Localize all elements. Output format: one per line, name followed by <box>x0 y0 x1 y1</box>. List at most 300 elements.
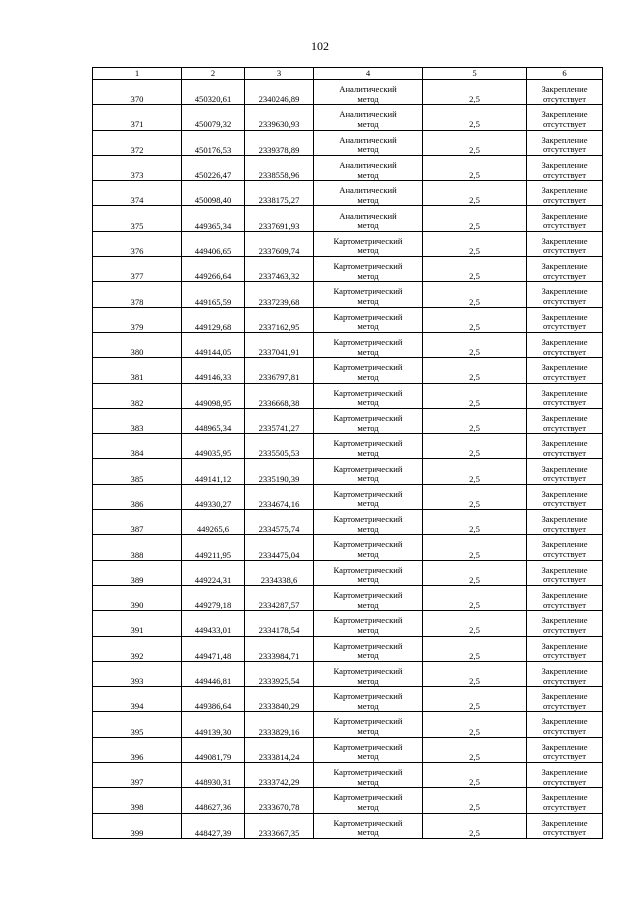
fixation-cell <box>527 611 603 636</box>
method-cell <box>314 763 423 788</box>
fixation-line: Закрепление <box>541 741 588 752</box>
x-coordinate-cell: 449165,59 <box>182 282 245 307</box>
method-line: метод <box>357 447 379 458</box>
accuracy-cell: 2,5 <box>423 661 527 686</box>
point-number-cell: 387 <box>93 510 182 535</box>
y-coordinate-cell: 2333840,29 <box>245 687 314 712</box>
table-body <box>93 80 603 839</box>
method-line: Аналитический <box>339 210 397 221</box>
fixation-cell <box>527 80 603 105</box>
x-coordinate-cell: 449433,01 <box>182 611 245 636</box>
y-coordinate-cell: 2337691,93 <box>245 206 314 231</box>
x-coordinate-cell: 450098,40 <box>182 181 245 206</box>
method-line: метод <box>357 801 379 812</box>
table-row <box>93 231 603 256</box>
y-coordinate-cell: 2334178,54 <box>245 611 314 636</box>
method-line: метод <box>357 549 379 560</box>
accuracy-cell: 2,5 <box>423 307 527 332</box>
x-coordinate-cell: 448427,39 <box>182 813 245 838</box>
column-header-2: 2 <box>182 68 245 80</box>
point-number-cell: 394 <box>93 687 182 712</box>
y-coordinate-cell: 2338558,96 <box>245 155 314 180</box>
method-cell <box>314 813 423 838</box>
method-line: метод <box>357 422 379 433</box>
column-header-3: 3 <box>245 68 314 80</box>
header-row <box>93 68 603 80</box>
accuracy-cell: 2,5 <box>423 535 527 560</box>
table-row <box>93 307 603 332</box>
x-coordinate-cell: 449386,64 <box>182 687 245 712</box>
fixation-cell <box>527 257 603 282</box>
fixation-line: Закрепление <box>541 539 588 550</box>
fixation-line: Закрепление <box>541 665 588 676</box>
y-coordinate-cell: 2335505,53 <box>245 434 314 459</box>
accuracy-cell: 2,5 <box>423 510 527 535</box>
point-number-cell: 379 <box>93 307 182 332</box>
table-header <box>93 68 603 80</box>
fixation-line: отсутствует <box>543 827 586 838</box>
method-line: метод <box>357 93 379 104</box>
x-coordinate-cell: 449211,95 <box>182 535 245 560</box>
fixation-line: Закрепление <box>541 362 588 373</box>
method-line: метод <box>357 498 379 509</box>
fixation-line: Закрепление <box>541 767 588 778</box>
method-cell <box>314 661 423 686</box>
point-number-cell: 370 <box>93 80 182 105</box>
method-line: Аналитический <box>339 185 397 196</box>
x-coordinate-cell: 449144,05 <box>182 332 245 357</box>
method-line: метод <box>357 624 379 635</box>
accuracy-cell: 2,5 <box>423 560 527 585</box>
point-number-cell: 376 <box>93 231 182 256</box>
table-row <box>93 813 603 838</box>
table-row <box>93 788 603 813</box>
method-cell <box>314 737 423 762</box>
table-row <box>93 459 603 484</box>
x-coordinate-cell: 449365,34 <box>182 206 245 231</box>
table-row <box>93 510 603 535</box>
method-line: метод <box>357 700 379 711</box>
fixation-line: Закрепление <box>541 235 588 246</box>
fixation-line: Закрепление <box>541 261 588 272</box>
fixation-cell <box>527 434 603 459</box>
method-cell <box>314 459 423 484</box>
coordinates-table <box>92 67 603 839</box>
method-line: метод <box>357 296 379 307</box>
y-coordinate-cell: 2340246,89 <box>245 80 314 105</box>
x-coordinate-cell: 449139,30 <box>182 712 245 737</box>
method-cell <box>314 80 423 105</box>
table-row <box>93 661 603 686</box>
y-coordinate-cell: 2337239,68 <box>245 282 314 307</box>
method-line: метод <box>357 346 379 357</box>
accuracy-cell: 2,5 <box>423 155 527 180</box>
fixation-line: отсутствует <box>543 144 586 155</box>
fixation-cell <box>527 383 603 408</box>
method-cell <box>314 535 423 560</box>
method-cell <box>314 788 423 813</box>
point-number-cell: 397 <box>93 763 182 788</box>
fixation-cell <box>527 155 603 180</box>
fixation-cell <box>527 459 603 484</box>
method-line: Картометрический <box>333 337 403 348</box>
accuracy-cell: 2,5 <box>423 636 527 661</box>
fixation-line: отсутствует <box>543 624 586 635</box>
y-coordinate-cell: 2333670,78 <box>245 788 314 813</box>
method-cell <box>314 307 423 332</box>
accuracy-cell: 2,5 <box>423 130 527 155</box>
accuracy-cell: 2,5 <box>423 434 527 459</box>
table-row <box>93 358 603 383</box>
fixation-line: Закрепление <box>541 286 588 297</box>
table-row <box>93 636 603 661</box>
point-number-cell: 372 <box>93 130 182 155</box>
method-cell <box>314 484 423 509</box>
accuracy-cell: 2,5 <box>423 383 527 408</box>
x-coordinate-cell: 449098,95 <box>182 383 245 408</box>
fixation-line: отсутствует <box>543 346 586 357</box>
method-line: Картометрический <box>333 716 403 727</box>
method-line: Картометрический <box>333 589 403 600</box>
fixation-line: отсутствует <box>543 422 586 433</box>
point-number-cell: 395 <box>93 712 182 737</box>
y-coordinate-cell: 2337609,74 <box>245 231 314 256</box>
x-coordinate-cell: 450226,47 <box>182 155 245 180</box>
fixation-line: отсутствует <box>543 776 586 787</box>
accuracy-cell: 2,5 <box>423 257 527 282</box>
fixation-cell <box>527 687 603 712</box>
y-coordinate-cell: 2337162,95 <box>245 307 314 332</box>
y-coordinate-cell: 2336797,81 <box>245 358 314 383</box>
y-coordinate-cell: 2333925,54 <box>245 661 314 686</box>
method-line: метод <box>357 371 379 382</box>
table-row <box>93 585 603 610</box>
method-line: Картометрический <box>333 691 403 702</box>
x-coordinate-cell: 450176,53 <box>182 130 245 155</box>
x-coordinate-cell: 449224,31 <box>182 560 245 585</box>
fixation-line: Закрепление <box>541 311 588 322</box>
method-line: Аналитический <box>339 134 397 145</box>
method-line: метод <box>357 473 379 484</box>
method-cell <box>314 687 423 712</box>
point-number-cell: 391 <box>93 611 182 636</box>
method-line: метод <box>357 118 379 129</box>
method-line: Картометрический <box>333 286 403 297</box>
accuracy-cell: 2,5 <box>423 712 527 737</box>
y-coordinate-cell: 2337041,91 <box>245 332 314 357</box>
fixation-cell <box>527 813 603 838</box>
fixation-line: Закрепление <box>541 463 588 474</box>
x-coordinate-cell: 450320,61 <box>182 80 245 105</box>
method-line: Картометрический <box>333 792 403 803</box>
accuracy-cell: 2,5 <box>423 687 527 712</box>
point-number-cell: 382 <box>93 383 182 408</box>
method-cell <box>314 155 423 180</box>
method-line: Картометрический <box>333 488 403 499</box>
point-number-cell: 374 <box>93 181 182 206</box>
fixation-line: Закрепление <box>541 109 588 120</box>
y-coordinate-cell: 2335741,27 <box>245 408 314 433</box>
fixation-cell <box>527 560 603 585</box>
table-row <box>93 155 603 180</box>
x-coordinate-cell: 449035,95 <box>182 434 245 459</box>
method-cell <box>314 383 423 408</box>
method-line: Картометрический <box>333 767 403 778</box>
table-row <box>93 206 603 231</box>
y-coordinate-cell: 2336668,38 <box>245 383 314 408</box>
table-row <box>93 332 603 357</box>
fixation-cell <box>527 105 603 130</box>
fixation-line: отсутствует <box>543 321 586 332</box>
y-coordinate-cell: 2334338,6 <box>245 560 314 585</box>
accuracy-cell: 2,5 <box>423 408 527 433</box>
fixation-line: отсутствует <box>543 801 586 812</box>
method-line: Картометрический <box>333 514 403 525</box>
fixation-cell <box>527 206 603 231</box>
table-row <box>93 737 603 762</box>
x-coordinate-cell: 449330,27 <box>182 484 245 509</box>
point-number-cell: 386 <box>93 484 182 509</box>
x-coordinate-cell: 449279,18 <box>182 585 245 610</box>
method-line: метод <box>357 270 379 281</box>
fixation-cell <box>527 231 603 256</box>
x-coordinate-cell: 448627,36 <box>182 788 245 813</box>
fixation-line: отсутствует <box>543 220 586 231</box>
method-line: метод <box>357 650 379 661</box>
fixation-line: отсутствует <box>543 700 586 711</box>
accuracy-cell: 2,5 <box>423 788 527 813</box>
fixation-line: Закрепление <box>541 84 588 95</box>
fixation-cell <box>527 636 603 661</box>
x-coordinate-cell: 449129,68 <box>182 307 245 332</box>
fixation-cell <box>527 358 603 383</box>
method-line: Картометрический <box>333 387 403 398</box>
table-row <box>93 484 603 509</box>
fixation-line: Закрепление <box>541 412 588 423</box>
fixation-line: отсутствует <box>543 371 586 382</box>
method-cell <box>314 257 423 282</box>
fixation-line: Закрепление <box>541 564 588 575</box>
method-line: метод <box>357 574 379 585</box>
method-line: метод <box>357 523 379 534</box>
point-number-cell: 399 <box>93 813 182 838</box>
point-number-cell: 392 <box>93 636 182 661</box>
method-line: Картометрический <box>333 261 403 272</box>
fixation-line: отсутствует <box>543 751 586 762</box>
method-line: Аналитический <box>339 159 397 170</box>
method-line: Картометрический <box>333 463 403 474</box>
table-row <box>93 181 603 206</box>
fixation-cell <box>527 484 603 509</box>
y-coordinate-cell: 2335190,39 <box>245 459 314 484</box>
fixation-line: отсутствует <box>543 599 586 610</box>
method-cell <box>314 181 423 206</box>
method-cell <box>314 560 423 585</box>
fixation-cell <box>527 181 603 206</box>
fixation-line: отсутствует <box>543 296 586 307</box>
fixation-line: отсутствует <box>543 270 586 281</box>
method-line: метод <box>357 675 379 686</box>
fixation-line: Закрепление <box>541 488 588 499</box>
point-number-cell: 375 <box>93 206 182 231</box>
fixation-cell <box>527 408 603 433</box>
fixation-line: отсутствует <box>543 397 586 408</box>
y-coordinate-cell: 2333742,29 <box>245 763 314 788</box>
method-line: метод <box>357 144 379 155</box>
fixation-cell <box>527 307 603 332</box>
x-coordinate-cell: 449141,12 <box>182 459 245 484</box>
accuracy-cell: 2,5 <box>423 611 527 636</box>
method-cell <box>314 636 423 661</box>
method-line: метод <box>357 397 379 408</box>
method-line: Картометрический <box>333 311 403 322</box>
method-line: Картометрический <box>333 539 403 550</box>
fixation-cell <box>527 661 603 686</box>
accuracy-cell: 2,5 <box>423 763 527 788</box>
fixation-line: Закрепление <box>541 640 588 651</box>
y-coordinate-cell: 2333984,71 <box>245 636 314 661</box>
fixation-cell <box>527 535 603 560</box>
accuracy-cell: 2,5 <box>423 459 527 484</box>
method-line: метод <box>357 599 379 610</box>
accuracy-cell: 2,5 <box>423 181 527 206</box>
column-header-6: 6 <box>527 68 603 80</box>
method-line: Картометрический <box>333 665 403 676</box>
column-header-5: 5 <box>423 68 527 80</box>
x-coordinate-cell: 450079,32 <box>182 105 245 130</box>
fixation-line: отсутствует <box>543 245 586 256</box>
accuracy-cell: 2,5 <box>423 358 527 383</box>
method-cell <box>314 206 423 231</box>
table-row <box>93 130 603 155</box>
method-cell <box>314 105 423 130</box>
method-line: Картометрический <box>333 615 403 626</box>
fixation-line: Закрепление <box>541 691 588 702</box>
table-row <box>93 560 603 585</box>
y-coordinate-cell: 2333829,16 <box>245 712 314 737</box>
fixation-line: Закрепление <box>541 387 588 398</box>
method-line: метод <box>357 321 379 332</box>
method-line: метод <box>357 220 379 231</box>
method-line: Картометрический <box>333 438 403 449</box>
fixation-line: отсутствует <box>543 498 586 509</box>
method-line: метод <box>357 827 379 838</box>
fixation-line: Закрепление <box>541 514 588 525</box>
point-number-cell: 389 <box>93 560 182 585</box>
point-number-cell: 398 <box>93 788 182 813</box>
accuracy-cell: 2,5 <box>423 80 527 105</box>
method-line: Аналитический <box>339 84 397 95</box>
table-row <box>93 687 603 712</box>
fixation-line: Закрепление <box>541 134 588 145</box>
method-line: Картометрический <box>333 741 403 752</box>
method-cell <box>314 231 423 256</box>
accuracy-cell: 2,5 <box>423 585 527 610</box>
point-number-cell: 385 <box>93 459 182 484</box>
column-header-4: 4 <box>314 68 423 80</box>
accuracy-cell: 2,5 <box>423 206 527 231</box>
method-cell <box>314 282 423 307</box>
point-number-cell: 378 <box>93 282 182 307</box>
table-row <box>93 434 603 459</box>
fixation-line: Закрепление <box>541 210 588 221</box>
table-row <box>93 712 603 737</box>
method-cell <box>314 611 423 636</box>
fixation-line: Закрепление <box>541 159 588 170</box>
y-coordinate-cell: 2334674,16 <box>245 484 314 509</box>
x-coordinate-cell: 449446,81 <box>182 661 245 686</box>
accuracy-cell: 2,5 <box>423 231 527 256</box>
fixation-line: отсутствует <box>543 473 586 484</box>
fixation-line: отсутствует <box>543 549 586 560</box>
point-number-cell: 384 <box>93 434 182 459</box>
fixation-cell <box>527 737 603 762</box>
fixation-cell <box>527 510 603 535</box>
fixation-line: отсутствует <box>543 447 586 458</box>
fixation-line: Закрепление <box>541 792 588 803</box>
method-line: Картометрический <box>333 235 403 246</box>
point-number-cell: 373 <box>93 155 182 180</box>
fixation-cell <box>527 712 603 737</box>
y-coordinate-cell: 2334287,57 <box>245 585 314 610</box>
fixation-line: Закрепление <box>541 817 588 828</box>
method-line: метод <box>357 169 379 180</box>
fixation-line: Закрепление <box>541 185 588 196</box>
accuracy-cell: 2,5 <box>423 813 527 838</box>
accuracy-cell: 2,5 <box>423 332 527 357</box>
method-line: Картометрический <box>333 564 403 575</box>
method-line: метод <box>357 726 379 737</box>
fixation-line: отсутствует <box>543 675 586 686</box>
point-number-cell: 381 <box>93 358 182 383</box>
fixation-cell <box>527 763 603 788</box>
fixation-line: отсутствует <box>543 169 586 180</box>
y-coordinate-cell: 2339630,93 <box>245 105 314 130</box>
method-cell <box>314 434 423 459</box>
fixation-line: отсутствует <box>543 93 586 104</box>
fixation-line: отсутствует <box>543 726 586 737</box>
fixation-cell <box>527 282 603 307</box>
accuracy-cell: 2,5 <box>423 484 527 509</box>
table-row <box>93 282 603 307</box>
table-row <box>93 535 603 560</box>
point-number-cell: 393 <box>93 661 182 686</box>
fixation-line: Закрепление <box>541 716 588 727</box>
fixation-line: Закрепление <box>541 589 588 600</box>
x-coordinate-cell: 449471,48 <box>182 636 245 661</box>
method-line: метод <box>357 245 379 256</box>
fixation-cell <box>527 788 603 813</box>
page-number: 102 <box>311 39 329 53</box>
accuracy-cell: 2,5 <box>423 737 527 762</box>
method-line: Картометрический <box>333 817 403 828</box>
accuracy-cell: 2,5 <box>423 105 527 130</box>
table-row <box>93 105 603 130</box>
method-cell <box>314 408 423 433</box>
x-coordinate-cell: 449146,33 <box>182 358 245 383</box>
method-cell <box>314 510 423 535</box>
table-row <box>93 408 603 433</box>
fixation-line: отсутствует <box>543 523 586 534</box>
y-coordinate-cell: 2333667,35 <box>245 813 314 838</box>
y-coordinate-cell: 2339378,89 <box>245 130 314 155</box>
y-coordinate-cell: 2334475,04 <box>245 535 314 560</box>
table-row <box>93 257 603 282</box>
table-row <box>93 763 603 788</box>
fixation-line: отсутствует <box>543 118 586 129</box>
x-coordinate-cell: 449081,79 <box>182 737 245 762</box>
method-line: метод <box>357 194 379 205</box>
